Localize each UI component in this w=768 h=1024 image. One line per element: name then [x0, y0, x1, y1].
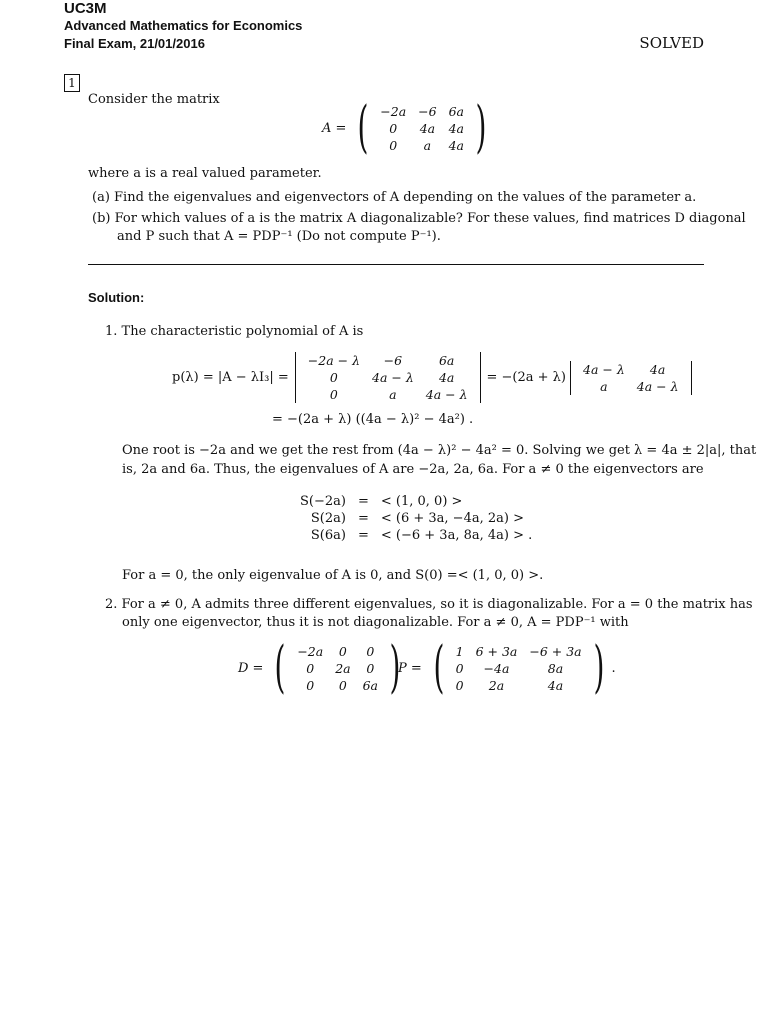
matrix-cell: 0: [389, 137, 398, 153]
matrix-P-label: P =: [398, 660, 422, 676]
matrix-cell: 4a: [419, 120, 436, 136]
charpoly-lhs: p(λ) = |A − λI₃| =: [172, 370, 289, 385]
matrix-cell: 4a: [649, 361, 666, 377]
right-paren: ): [593, 635, 605, 700]
matrix-cell: 1: [455, 643, 464, 659]
parameter-text: where a is a real valued parameter.: [88, 166, 322, 181]
matrix-row: [374, 137, 470, 154]
section-divider: [88, 264, 704, 265]
part-b-line1: (b) For which values of a is the matrix A diagonalizable? For these values, find matrices D diagonal: [92, 211, 746, 226]
matrix-row: [450, 660, 588, 677]
matrix-cell: 6a: [448, 103, 465, 119]
left-paren: (: [357, 95, 369, 160]
equals-sign: =: [357, 494, 369, 509]
matrix-cell: −2a: [380, 103, 407, 119]
matrix-row: [450, 677, 588, 694]
matrix-cell: −6 + 3a: [529, 643, 582, 659]
matrix-row: [291, 660, 384, 677]
eigenspace-row: [300, 510, 532, 527]
matrix-cell: a: [389, 387, 397, 402]
matrix-cell: 0: [338, 677, 347, 693]
det3-matrix: [302, 352, 474, 403]
det3-bars: [295, 352, 481, 403]
eigenspace-table: [300, 493, 532, 544]
step2-line1: 2. For a ≠ 0, A admits three different eigenvalues, so it is diagonalizable. For a = 0 the matrix has: [105, 597, 753, 612]
problem-number: 1: [64, 74, 80, 92]
matrix-row: [291, 643, 384, 660]
matrix-cell: a: [600, 378, 608, 394]
roots-line2: is, 2a and 6a. Thus, the eigenvalues of A are −2a, 2a, 6a. For a ≠ 0 the eigenvectors are: [122, 462, 704, 477]
right-paren: ): [475, 95, 487, 160]
matrix-row: [302, 369, 474, 386]
solution-heading: Solution:: [88, 290, 145, 305]
matrix-D: [291, 643, 384, 694]
matrix-cell: −4a: [483, 660, 510, 676]
matrix-row: [577, 361, 685, 378]
matrix-D-label: D =: [238, 660, 264, 676]
matrix-cell: 0: [338, 643, 347, 659]
eigenspace-row: [300, 527, 532, 544]
eigenspace-lhs: S(−2a): [300, 494, 346, 509]
matrix-cell: 4a − λ: [372, 370, 414, 385]
matrix-row: [302, 352, 474, 369]
matrix-row: [374, 103, 470, 120]
matrix-cell: a: [423, 137, 432, 153]
matrix-cell: 8a: [547, 660, 564, 676]
matrix-cell: 0: [366, 643, 375, 659]
part-a: (a) Find the eigenvalues and eigenvectors of A depending on the values of the parameter a.: [92, 190, 697, 205]
equals-sign: =: [357, 511, 369, 526]
eigenspace-rhs: < (6 + 3a, −4a, 2a) >: [380, 511, 524, 526]
eigenspaces: [300, 493, 532, 544]
matrix-cell: 4a − λ: [425, 387, 468, 402]
charpoly-line1: [172, 352, 692, 403]
matrix-cell: −2a − λ: [307, 353, 361, 368]
matrix-A-label: A =: [322, 120, 347, 136]
right-paren: ): [389, 635, 401, 700]
matrix-cell: 4a: [438, 370, 455, 385]
step2-line2: only one eigenvector, thus it is not diagonalizable. For a ≠ 0, A = PDP⁻¹ with: [122, 615, 629, 630]
det2-matrix: [577, 361, 685, 395]
matrix-cell: −6: [418, 103, 437, 119]
matrix-cell: −6: [383, 353, 403, 368]
matrix-cell: 6a: [362, 677, 379, 693]
matrix-cell: 4a: [547, 677, 564, 693]
part-b-line2: and P such that A = PDP⁻¹ (Do not compute P⁻¹).: [117, 229, 441, 244]
left-paren: (: [433, 635, 445, 700]
charpoly-mid: = −(2a + λ): [486, 370, 566, 385]
charpoly-line2: = −(2a + λ) ((4a − λ)² − 4a²) .: [272, 412, 474, 427]
matrix-cell: 0: [329, 387, 338, 402]
matrix-cell: 2a: [335, 660, 351, 676]
solved-label: SOLVED: [639, 34, 704, 52]
matrix-cell: 6 + 3a: [475, 643, 518, 659]
eigenspace-lhs: S(2a): [310, 511, 346, 526]
matrix-cell: 6a: [438, 353, 455, 368]
zero-case: For a = 0, the only eigenvalue of A is 0, and S(0) =< (1, 0, 0) >.: [122, 568, 544, 583]
equals-sign: =: [357, 528, 369, 543]
matrix-cell: 0: [366, 660, 375, 676]
matrix-A: [374, 103, 470, 154]
left-paren: (: [274, 635, 286, 700]
roots-line1: One root is −2a and we get the rest from (4a − λ)² − 4a² = 0. Solving we get λ = 4a ± 2|a|, that: [122, 443, 757, 458]
matrix-P: [450, 643, 588, 694]
exam-date: Final Exam, 21/01/2016: [64, 36, 205, 51]
matrix-cell: 0: [455, 677, 464, 693]
matrix-cell: 4a − λ: [636, 378, 679, 394]
matrix-cell: 4a − λ: [583, 361, 625, 377]
matrix-cell: 4a: [448, 137, 465, 153]
matrix-cell: −2a: [297, 643, 324, 659]
matrix-row: [450, 643, 588, 660]
matrix-row: [302, 386, 474, 403]
eigenspace-rhs: < (−6 + 3a, 8a, 4a) > .: [380, 528, 533, 543]
institution: UC3M: [64, 0, 107, 17]
matrix-P-block: [398, 635, 616, 700]
eigenspace-row: [300, 493, 532, 510]
matrix-cell: 0: [389, 120, 398, 136]
problem-intro: Consider the matrix: [88, 92, 220, 107]
matrix-cell: 0: [306, 677, 315, 693]
matrix-cell: 2a: [488, 677, 505, 693]
matrix-cell: 0: [306, 660, 315, 676]
course-title: Advanced Mathematics for Economics: [64, 18, 303, 33]
matrix-cell: 0: [455, 660, 464, 676]
eigenspace-lhs: S(6a): [310, 528, 346, 543]
det2-bars: [570, 361, 692, 395]
matrix-D-block: [238, 635, 406, 700]
eigenspace-rhs: < (1, 0, 0) >: [380, 494, 463, 509]
matrix-row: [291, 677, 384, 694]
matrix-row: [577, 378, 685, 395]
matrix-cell: 0: [329, 370, 338, 385]
step1-intro: 1. The characteristic polynomial of A is: [105, 324, 364, 339]
matrix-cell: 4a: [448, 120, 465, 136]
matrix-row: [374, 120, 470, 137]
matrix-A-block: [322, 95, 492, 160]
end-period: .: [611, 660, 616, 676]
